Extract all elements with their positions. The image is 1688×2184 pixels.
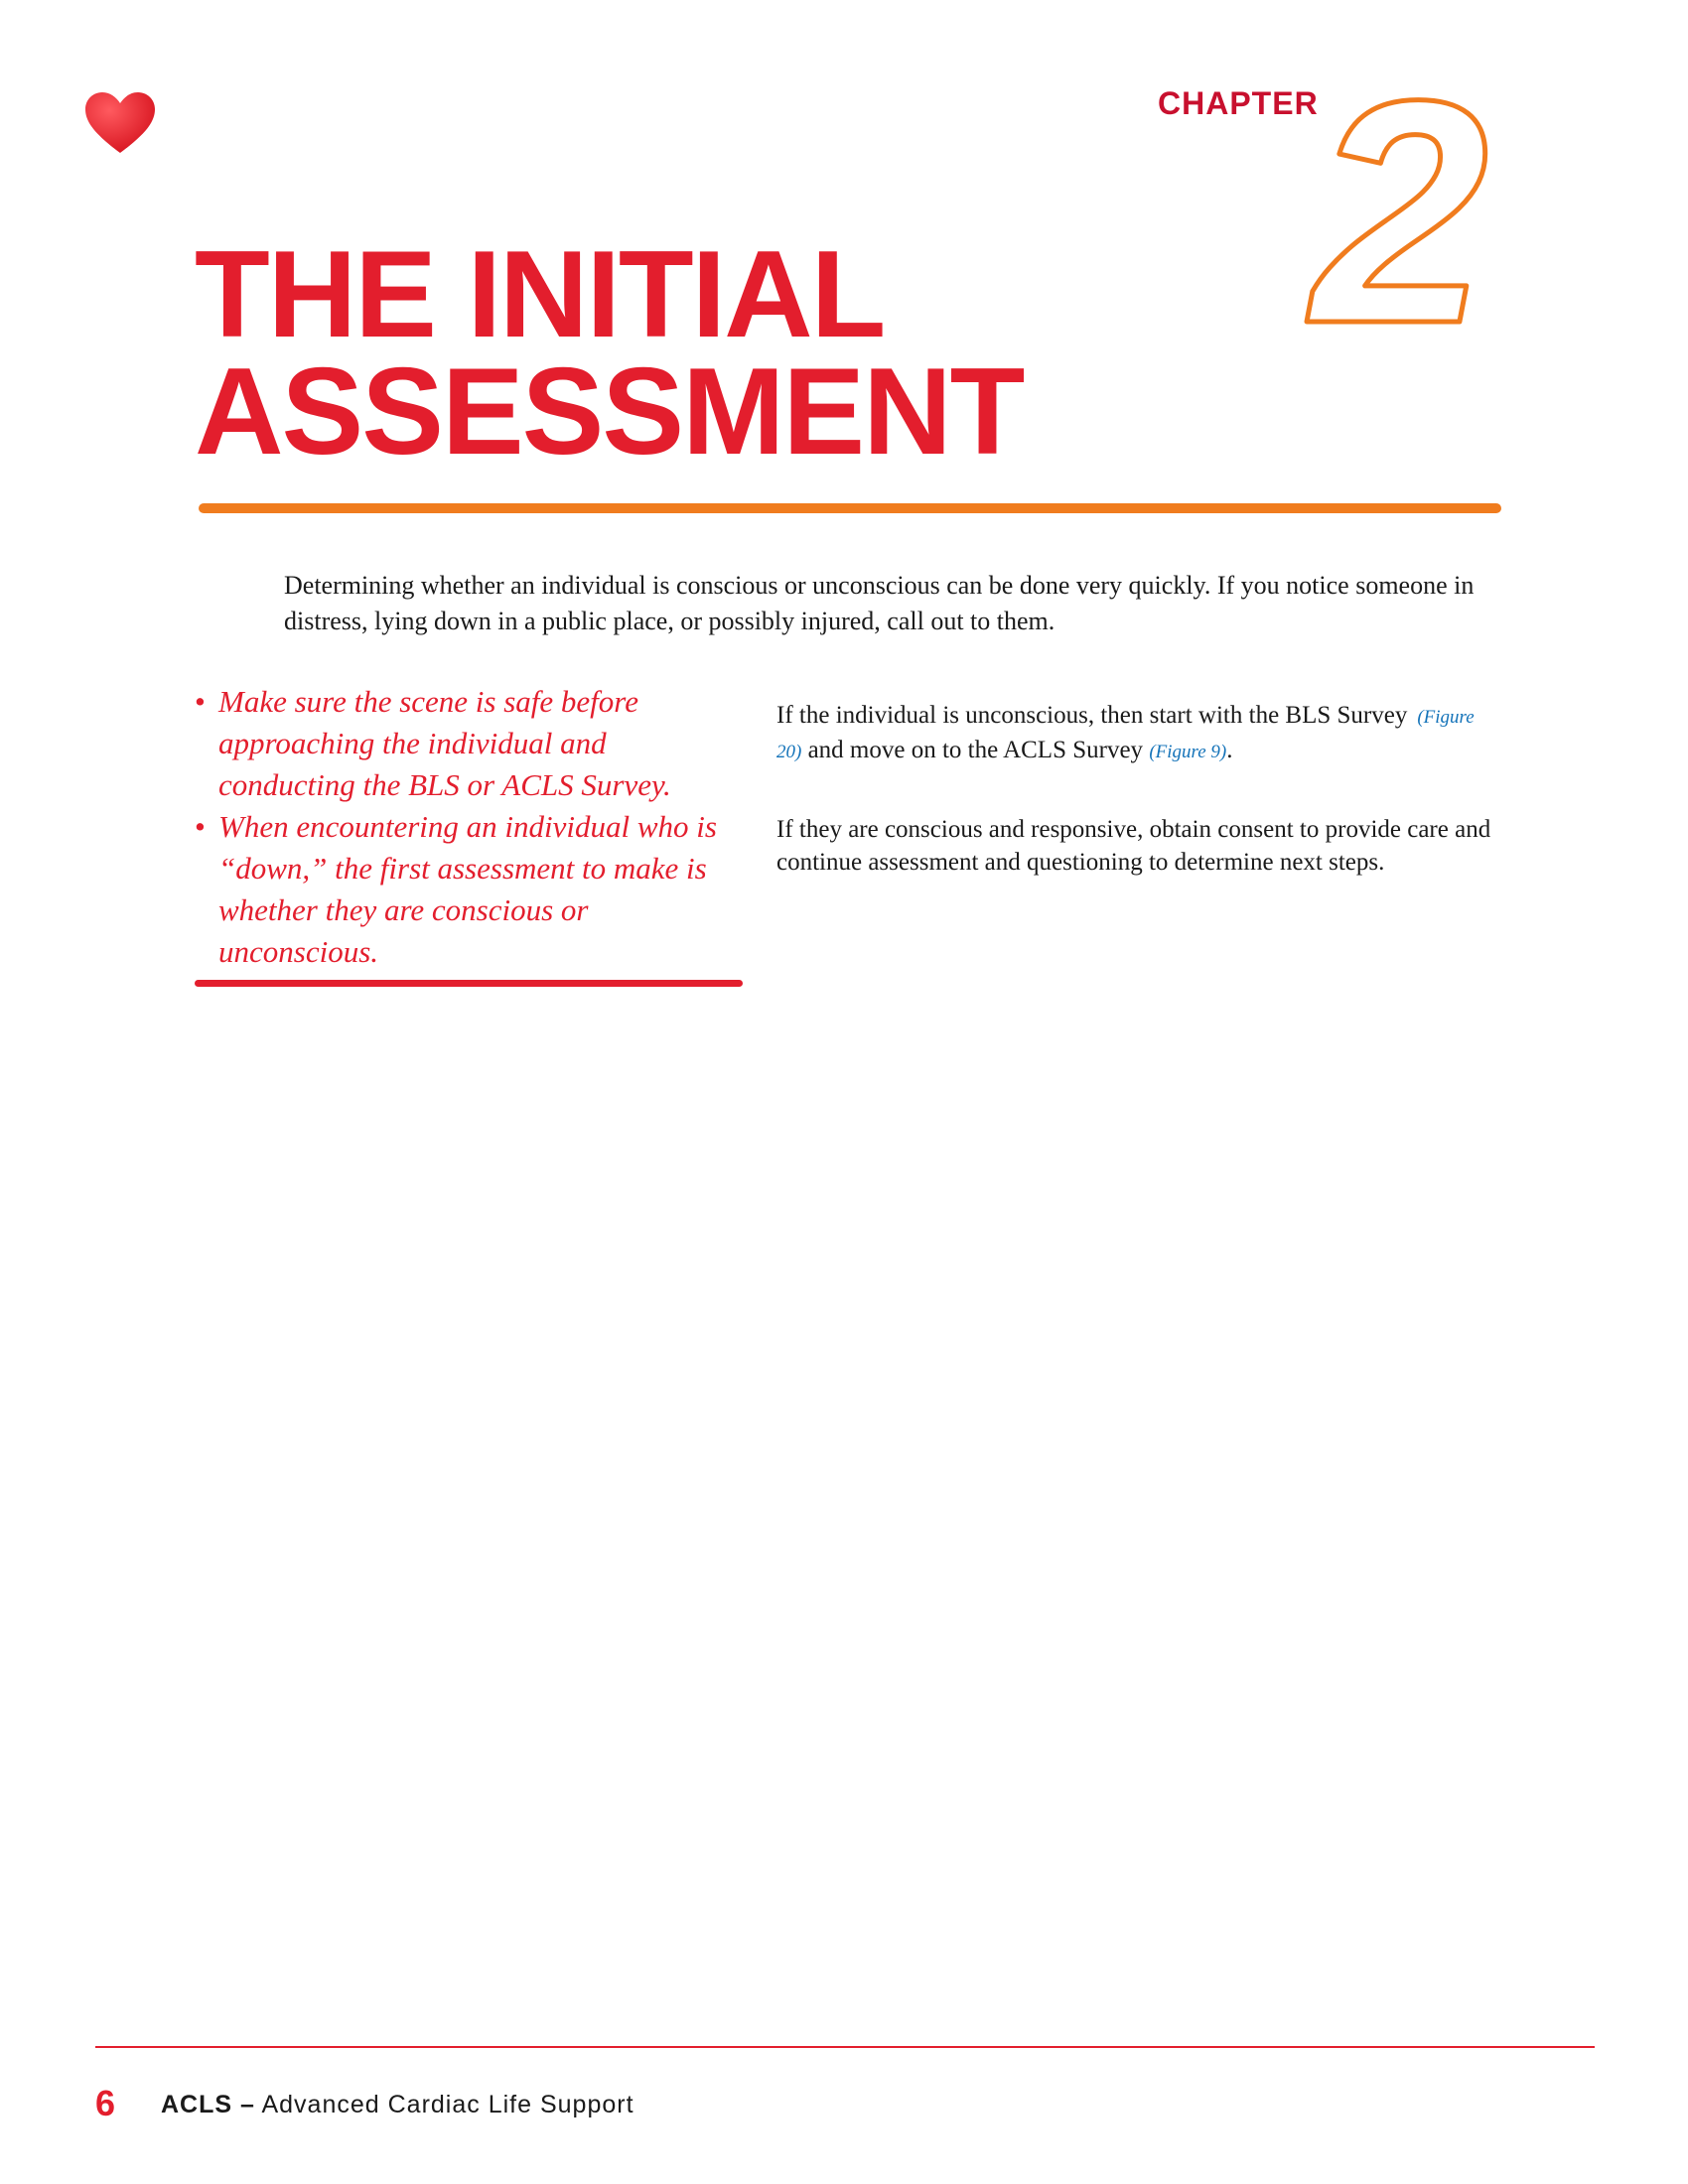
footer-divider <box>95 2046 1595 2048</box>
page-title <box>195 226 1024 480</box>
callout-divider <box>195 980 743 987</box>
footer-title <box>161 2091 634 2119</box>
heart-icon <box>83 91 157 155</box>
footer-subtitle: Advanced Cardiac Life Support <box>254 2091 634 2118</box>
figure-9-link[interactable]: (Figure 9) <box>1149 742 1227 762</box>
svg-text:2: 2 <box>1312 83 1488 341</box>
body-paragraph-conscious: If they are conscious and responsive, obtain consent to provide care and continue assessment and questioning to determine next steps. <box>776 816 1491 876</box>
footer-brand: ACLS – <box>161 2091 255 2118</box>
figure-20-link[interactable]: (Figure 20) <box>776 707 1475 762</box>
para-text: If the individual is unconscious, then start with the BLS Survey <box>776 702 1408 729</box>
page-title-line-2: ASSESSMENT <box>195 343 1024 480</box>
intro-paragraph: Determining whether an individual is conscious or unconscious can be done very quickly. If you notice someone in distress, lying down in a public place, or possibly injured, call out to them. <box>284 571 1475 635</box>
chapter-number <box>1281 83 1519 341</box>
page-number: 6 <box>95 2083 116 2123</box>
body-paragraph-unconscious <box>776 699 1491 768</box>
para-text: and move on to the ACLS Survey <box>801 737 1150 763</box>
callout-item: • Make sure the scene is safe before approaching the individual and conducting the BLS or ACLS Survey. <box>195 681 751 806</box>
title-divider <box>199 503 1501 513</box>
callout-list <box>195 681 751 973</box>
chapter-label: CHAPTER <box>1158 85 1319 121</box>
callout-item: • When encountering an individual who is “down,” the first assessment to make is whether they are conscious or unconscious. <box>195 806 751 973</box>
page-title-line-1: THE INITIAL <box>195 226 885 363</box>
para-text: . <box>1226 737 1233 763</box>
